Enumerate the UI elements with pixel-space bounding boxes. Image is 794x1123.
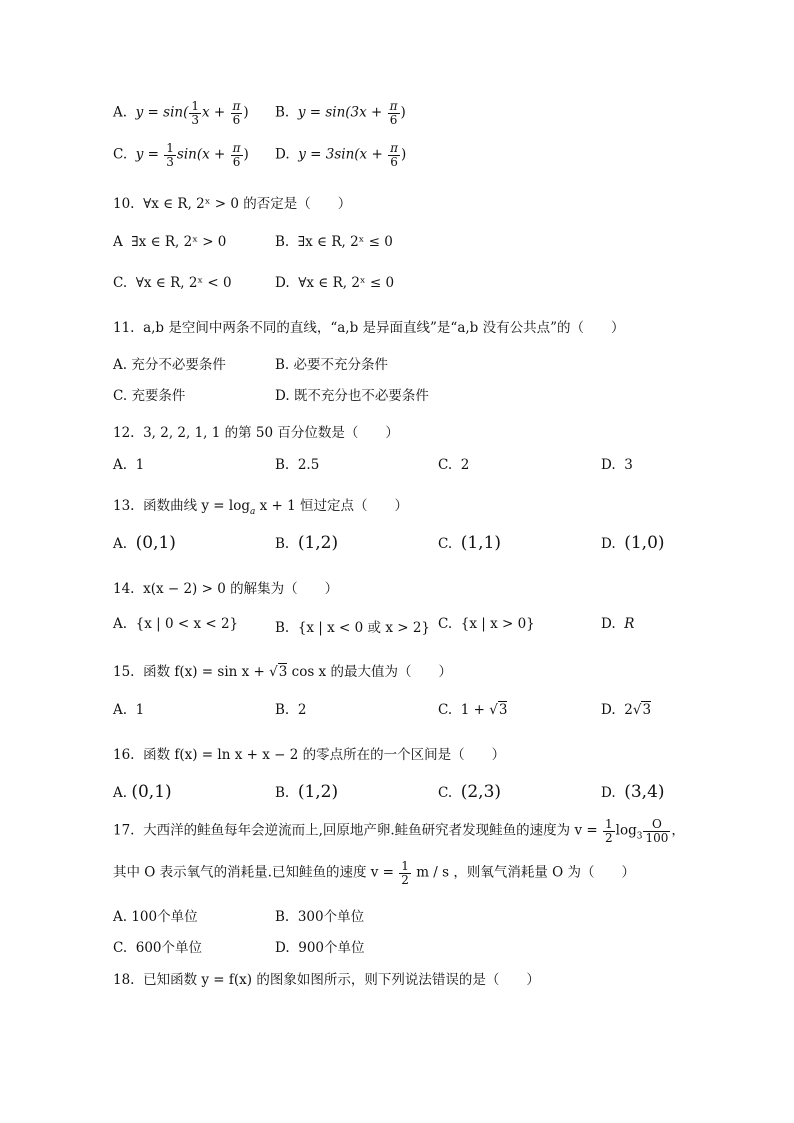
q17-option-a[interactable]: A. 100个单位 <box>113 909 198 925</box>
q13-option-a[interactable]: A. (0,1) <box>113 533 176 553</box>
fraction: $\frac{\pi}{6}$ <box>390 141 398 169</box>
q15-option-a[interactable]: A. 1 <box>113 702 145 718</box>
q16-option-a[interactable]: A. (0,1) <box>113 782 172 802</box>
q12-stem: 12. 3, 2, 2, 1, 1 的第 50 百分位数是（ ） <box>113 425 399 441</box>
q17-option-d[interactable]: D. 900个单位 <box>275 940 365 956</box>
q16-option-d[interactable]: D. (3,4) <box>601 782 665 802</box>
q13-option-c[interactable]: C. (1,1) <box>438 533 502 553</box>
q17-stem-line-1: 17. 大西洋的鲑鱼每年会逆流而上,回原地产卵.鲑鱼研究者发现鲑鱼的速度为 v = $\frac{1}{2}$ $\log_3$ $\frac{O}{100}$ ， <box>113 817 685 845</box>
q11-option-d[interactable]: D. 既不充分也不必要条件 <box>275 388 429 404</box>
fraction: $\frac{1}{3}$ <box>191 99 200 127</box>
q10-stem: 10. ∀x ∈ R, 2ˣ > 0 的否定是（ ） <box>113 196 352 212</box>
q17-option-b[interactable]: B. 300个单位 <box>275 909 365 925</box>
q11-option-a[interactable]: A. 充分不必要条件 <box>113 357 226 373</box>
q15-option-d[interactable]: D. 2√3 <box>601 702 652 718</box>
q14-option-d[interactable]: D. R <box>601 616 635 632</box>
q13-option-d[interactable]: D. (1,0) <box>601 533 665 553</box>
q17-option-c[interactable]: C. 600个单位 <box>113 940 203 956</box>
q9-option-b[interactable]: B. y = sin(3x + $\frac{\pi}{6}$ ) <box>275 99 406 127</box>
q14-stem: 14. x(x − 2) > 0 的解集为（ ） <box>113 581 339 597</box>
q17-stem-line-2: 其中 O 表示氧气的消耗量.已知鲑鱼的速度 v = $\frac{1}{2}$ m / s ，则氧气消耗量 O 为（ ） <box>113 859 635 887</box>
fraction: $\frac{1}{2}$ <box>401 859 409 887</box>
q15-stem: 15. 函数 f(x) = sin x + √3 cos x 的最大值为（ ） <box>113 664 452 680</box>
q12-option-c[interactable]: C. 2 <box>438 457 470 473</box>
q9-option-d[interactable]: D. y = 3sin(x + $\frac{\pi}{6}$ ) <box>275 141 407 169</box>
q11-option-b[interactable]: B. 必要不充分条件 <box>275 357 389 373</box>
q14-option-b[interactable]: B. {x | x < 0 或 x > 2} <box>275 620 431 636</box>
q10-option-d[interactable]: D. ∀x ∈ R, 2ˣ ≤ 0 <box>275 275 395 291</box>
q14-option-a[interactable]: A. {x | 0 < x < 2} <box>113 616 239 632</box>
q15-option-c[interactable]: C. 1 + √3 <box>438 702 508 718</box>
fraction: $\frac{\pi}{6}$ <box>389 99 398 127</box>
q16-option-b[interactable]: B. (1,2) <box>275 782 339 802</box>
q12-option-d[interactable]: D. 3 <box>601 457 633 473</box>
q16-option-c[interactable]: C. (2,3) <box>438 782 502 802</box>
q10-option-b[interactable]: B. ∃x ∈ R, 2ˣ ≤ 0 <box>275 234 393 250</box>
q11-stem: 11. a,b 是空间中两条不同的直线，“a,b 是异面直线”是“a,b 没有公共点”的（ ） <box>113 320 625 336</box>
fraction: $\frac{\pi}{6}$ <box>232 99 241 127</box>
q9-option-a[interactable]: A. y = sin( $\frac{1}{3}$ x + $\frac{\pi}{6}$ ) <box>113 99 249 127</box>
q13-stem: 13. 函数曲线 $y = \log_a x + 1$ 恒过定点（ ） <box>113 498 409 517</box>
q10-option-c[interactable]: C. ∀x ∈ R, 2ˣ < 0 <box>113 275 232 291</box>
fraction: $\frac{\pi}{6}$ <box>232 141 241 169</box>
q18-stem: 18. 已知函数 y = f(x) 的图象如图所示，则下列说法错误的是（ ） <box>113 972 540 988</box>
q14-option-c[interactable]: C. {x | x > 0} <box>438 616 535 632</box>
q16-stem: 16. 函数 f(x) = ln x + x − 2 的零点所在的一个区间是（ ） <box>113 747 506 763</box>
q11-option-c[interactable]: C. 充要条件 <box>113 388 186 404</box>
q12-option-a[interactable]: A. 1 <box>113 457 145 473</box>
q9-option-c[interactable]: C. y = $\frac{1}{3}$ sin(x + $\frac{\pi}{6}$ ) <box>113 141 249 169</box>
q15-option-b[interactable]: B. 2 <box>275 702 307 718</box>
q10-option-a[interactable]: A ∃x ∈ R, 2ˣ > 0 <box>113 234 227 250</box>
fraction: $\frac{1}{2}$ <box>604 817 613 845</box>
q12-option-b[interactable]: B. 2.5 <box>275 457 320 473</box>
fraction: $\frac{O}{100}$ <box>645 817 669 845</box>
fraction: $\frac{1}{3}$ <box>166 141 174 169</box>
q13-option-b[interactable]: B. (1,2) <box>275 533 339 553</box>
